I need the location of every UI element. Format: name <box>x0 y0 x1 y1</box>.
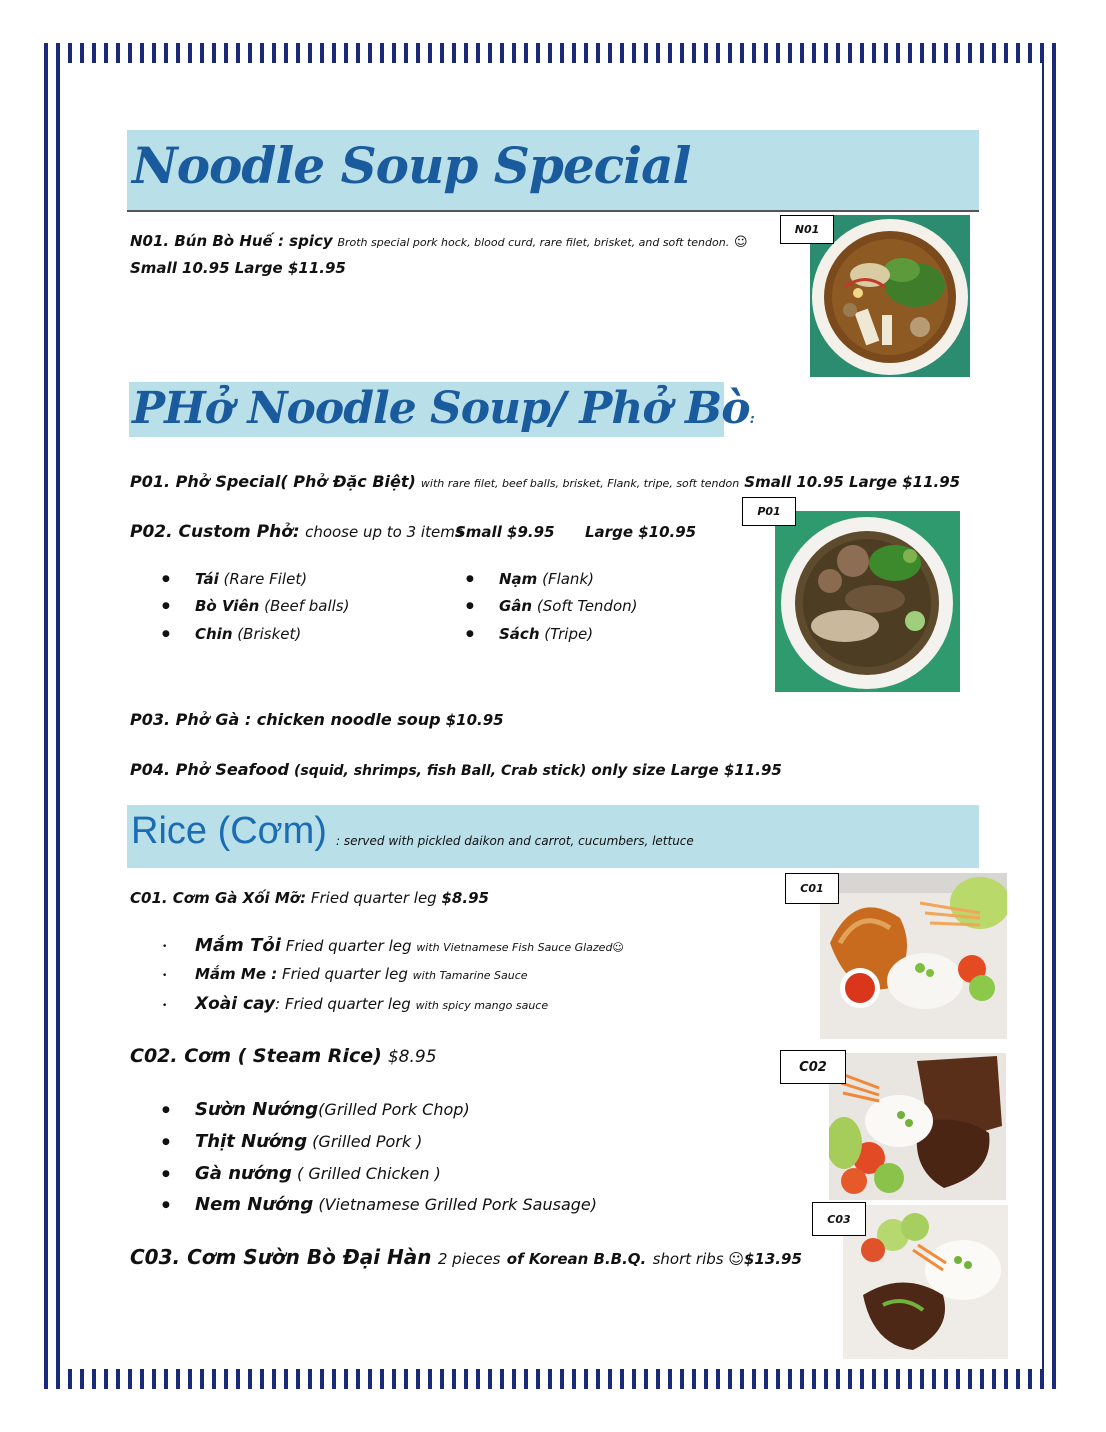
option-desc: (Tripe) <box>544 625 594 643</box>
c03-desc-b: of Korean B.B.Q. <box>506 1250 647 1268</box>
bullet: ● <box>466 574 474 584</box>
bullet: ● <box>162 629 170 639</box>
n01-name: N01. Bún Bò Huế : spicy <box>130 232 333 250</box>
p04-line <box>130 760 782 779</box>
pho-title-trail: : <box>749 411 754 427</box>
bullet: ● <box>162 1200 170 1210</box>
p02-option <box>499 597 638 615</box>
bullet: ● <box>162 601 170 611</box>
p02-option <box>499 570 594 588</box>
c01-option <box>195 935 624 956</box>
c03-photo <box>843 1205 1008 1359</box>
c03-name: C03. Cơm Sườn Bò Đại Hàn <box>130 1245 432 1269</box>
c02-photo <box>829 1053 1006 1200</box>
c01-photo <box>820 873 1007 1039</box>
rice-title: Rice (Cơm) <box>131 810 327 852</box>
p01-photo <box>775 511 960 692</box>
option-name: Nem Nướng <box>195 1194 314 1215</box>
p02-name: P02. Custom Phở: <box>130 522 300 542</box>
p03-price: $10.95 <box>445 711 504 729</box>
c03-code-label: C03 <box>812 1202 866 1236</box>
option-name: Thịt Nướng <box>195 1131 308 1152</box>
option-desc: (Grilled Pork ) <box>312 1132 423 1151</box>
c01-code-label: C01 <box>785 873 839 904</box>
p01-name: P01. Phở Special( Phở Đặc Biệt) <box>130 472 416 491</box>
rice-subtitle: : served with pickled daikon and carrot, cucumbers, lettuce <box>336 834 694 848</box>
bullet: ● <box>466 601 474 611</box>
option-name: Chin <box>195 625 233 643</box>
option-name: Sườn Nướng <box>195 1099 319 1120</box>
c03-price: $13.95 <box>744 1250 802 1268</box>
option-name: Xoài cay <box>195 994 276 1014</box>
bullet: • <box>162 1001 168 1011</box>
p01-prices: Small 10.95 Large $11.95 <box>744 473 961 491</box>
n01-desc: Broth special pork hock, blood curd, rare filet, brisket, and soft tendon. <box>337 236 730 249</box>
c03-desc-c: short ribs ☺ <box>652 1250 744 1268</box>
bullet: ● <box>162 574 170 584</box>
c03-desc-a: 2 pieces <box>437 1250 501 1268</box>
c01-option <box>195 965 528 983</box>
c02-option <box>195 1099 470 1120</box>
p02-option <box>195 625 301 643</box>
p01-line <box>130 472 960 491</box>
option-name: Gân <box>499 597 533 615</box>
p02-large-price: Large $10.95 <box>585 523 697 541</box>
p02-code-label: P01 <box>742 497 796 526</box>
option-name: Bò Viên <box>195 597 260 615</box>
bullet: • <box>162 971 168 981</box>
n01-photo <box>810 215 970 377</box>
p02-desc: choose up to 3 items <box>305 523 463 541</box>
option-desc: (Brisket) <box>237 625 302 643</box>
p02-option <box>195 597 349 615</box>
option-name: Mắm Me : <box>195 965 278 983</box>
c02-price: $8.95 <box>387 1047 437 1067</box>
option-note: with spicy mango sauce <box>415 999 549 1012</box>
p02-option <box>499 625 593 643</box>
p01-desc: with rare filet, beef balls, brisket, Flank, tripe, soft tendon <box>420 477 740 490</box>
option-desc: Fried quarter leg <box>285 937 412 955</box>
option-desc: (Beef balls) <box>264 597 350 615</box>
p02-option <box>195 570 307 588</box>
option-desc: (Rare Filet) <box>223 570 308 588</box>
n01-code-label: N01 <box>780 215 834 244</box>
c02-option <box>195 1163 441 1184</box>
p02-small-price: Small $9.95 <box>455 523 555 541</box>
c02-option <box>195 1194 597 1215</box>
pho-title-text: PHở Noodle Soup/ Phở Bò <box>132 383 750 434</box>
c02-line <box>130 1045 437 1067</box>
bullet: ● <box>162 1137 170 1147</box>
c02-option <box>195 1131 422 1152</box>
bullet: ● <box>466 629 474 639</box>
option-desc: (Grilled Pork Chop) <box>318 1100 470 1119</box>
c01-name: C01. Cơm Gà Xối Mỡ: <box>130 889 307 907</box>
option-name: Mắm Tỏi <box>195 935 281 956</box>
noodle-special-title: Noodle Soup Special <box>132 136 691 195</box>
p04-price: only size Large $11.95 <box>591 761 782 779</box>
bullet: ● <box>162 1169 170 1179</box>
p02-line <box>130 522 463 542</box>
c02-code-label: C02 <box>780 1050 846 1084</box>
option-desc: (Soft Tendon) <box>536 597 638 615</box>
c01-desc: Fried quarter leg <box>310 889 437 907</box>
option-desc: (Vietnamese Grilled Pork Sausage) <box>318 1195 597 1214</box>
n01-line <box>130 232 748 250</box>
c01-option <box>195 994 548 1014</box>
c01-price: $8.95 <box>441 889 489 907</box>
c02-name: C02. Cơm ( Steam Rice) <box>130 1045 382 1067</box>
option-name: Tái <box>195 570 219 588</box>
option-name: Gà nướng <box>195 1163 292 1184</box>
option-name: Nạm <box>499 570 538 588</box>
option-desc: : Fried quarter leg <box>275 995 411 1013</box>
p04-desc: (squid, shrimps, fish Ball, Crab stick) <box>293 763 587 779</box>
c01-line <box>130 889 489 907</box>
bullet: ● <box>162 1105 170 1115</box>
option-desc: ( Grilled Chicken ) <box>296 1164 441 1183</box>
p03-name: P03. Phở Gà : chicken noodle soup <box>130 710 441 729</box>
p03-line <box>130 710 504 729</box>
p04-name: P04. Phở Seafood <box>130 760 289 779</box>
option-desc: (Flank) <box>542 570 594 588</box>
n01-smiley: ☺ <box>733 235 748 250</box>
c03-line <box>130 1245 802 1269</box>
option-note: with Vietnamese Fish Sauce Glazed☺ <box>416 941 624 954</box>
option-note: with Tamarine Sauce <box>412 969 528 982</box>
pho-title <box>132 383 754 434</box>
bullet: • <box>162 942 168 952</box>
option-desc: Fried quarter leg <box>282 965 408 983</box>
n01-sizes: Small 10.95 Large $11.95 <box>130 259 346 277</box>
option-name: Sách <box>499 625 540 643</box>
